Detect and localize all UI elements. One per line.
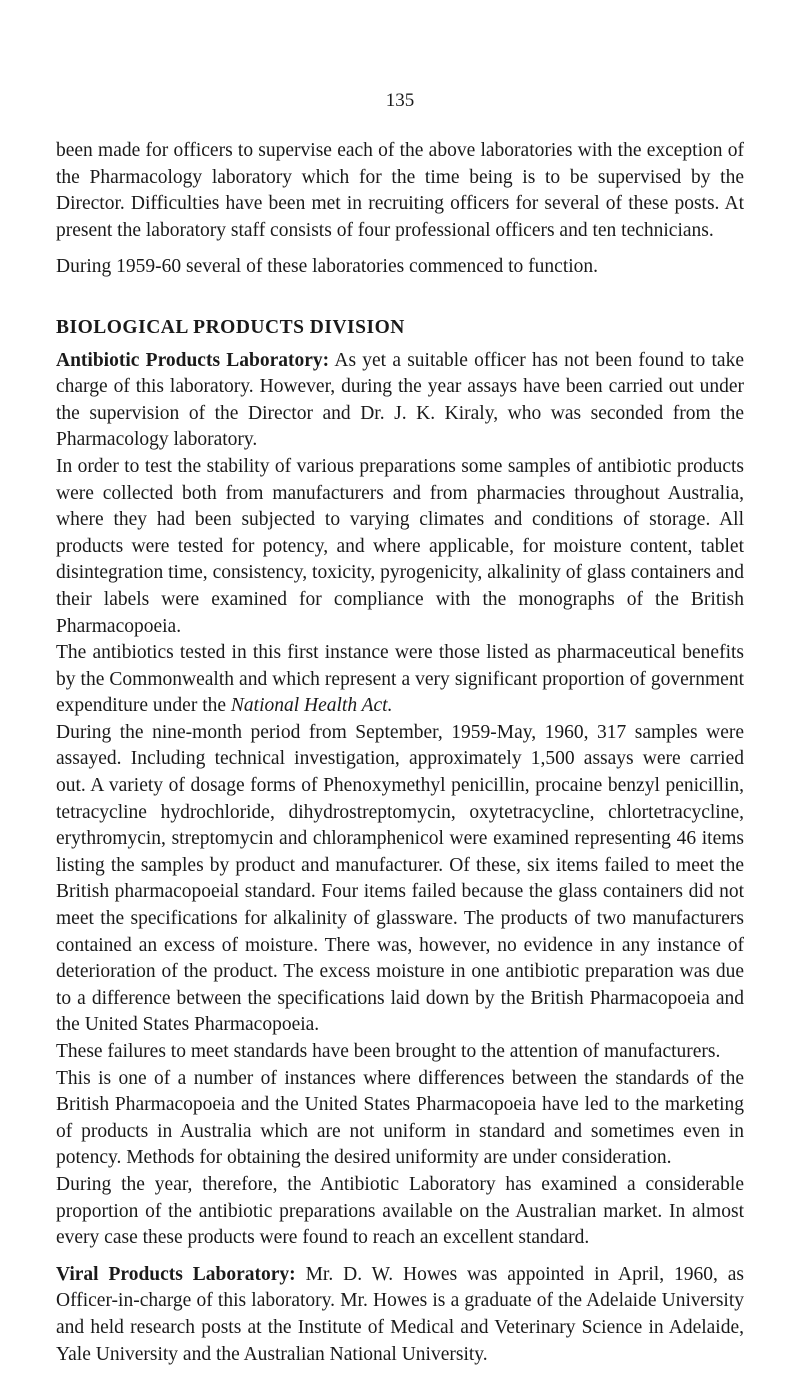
- antibiotic-paragraph-1: [56, 348, 744, 454]
- intro-paragraph: been made for officers to supervise each of the above laboratories with the exception of the Pharmacology laboratory which for the time being is to be supervised by the Director. Difficulties have been met in recruiting officers for several of these posts. At present the laboratory staff consists of four professional officers and ten technicians.: [56, 140, 744, 241]
- antibiotic-paragraph-5: These failures to meet standards have been brought to the attention of manufacturers.: [56, 1041, 721, 1062]
- viral-text: Mr. D. W. Howes was appointed in April, 1960, as Officer-in-charge of this laboratory. Mr. Howes is a graduate of the Adelaide University and held research posts at the Institute of Medical and Veterinary Science in Adelaide, Yale University and the Australian National University.: [56, 1263, 745, 1365]
- intro-paragraph-2: During 1959-60 several of these laboratories commenced to function.: [56, 256, 599, 278]
- antibiotic-paragraph-4: During the nine-month period from September, 1959-May, 1960, 317 samples were assayed. Including technical investigation, approximately 1,500 assays were carried out. A variety of dosage forms of Phenoxymethyl penicillin, procaine benzyl penicillin, tetracycline hydrochloride, dihydrostreptomycin, oxytetracycline, chlortetracycline, erythromycin, streptomycin and chloramphenicol were examined representing 46 items listing the samples by product and manufacturer. Of these, six items failed to meet the British pharmacopoeial standard. Four items failed because the glass containers did not meet the specifications for alkalinity of glassware. The products of two manufacturers contained an excess of moisture. There was, however, no evidence in any instance of deterioration of the product. The excess moisture in one antibiotic preparation was due to a difference between the specifications laid down by the British Pharmacopoeia and the United States Pharmacopoeia.: [56, 721, 744, 1036]
- antibiotic-paragraph-7: During the year, therefore, the Antibiotic Laboratory has examined a considerable proportion of the antibiotic preparations available on the Australian market. In almost every case these products were found to reach an excellent standard.: [56, 1173, 744, 1249]
- antibiotic-text-3: The antibiotics tested in this first instance were those listed as pharmaceutical benefits by the Commonwealth and which represent a very significant proportion of government expenditure under the: [56, 642, 744, 717]
- act-title: National Health Act.: [230, 695, 393, 717]
- section-heading: BIOLOGICAL PRODUCTS DIVISION: [56, 316, 405, 338]
- viral-paragraph: [56, 1262, 744, 1368]
- antibiotic-paragraph-6: This is one of a number of instances where differences between the standards of the British Pharmacopoeia and the United States Pharmacopoeia have led to the marketing of products in Australia which are not uniform in standard and sometimes even in potency. Methods for obtaining the desired uniformity are under consideration.: [56, 1067, 744, 1169]
- body-text: [56, 138, 744, 1368]
- antibiotic-lead: Antibiotic Products Laboratory:: [56, 349, 330, 371]
- antibiotic-paragraph-3: [56, 640, 744, 720]
- antibiotic-text-1: As yet a suitable officer has not been found to take charge of this laboratory. However, during the year assays have been carried out under the supervision of the Director and Dr. J. K. Kiraly, who was seconded from the Pharmacology laboratory.: [56, 349, 744, 451]
- page-number: 135: [385, 90, 415, 111]
- viral-lead: Viral Products Laboratory:: [56, 1263, 296, 1285]
- antibiotic-paragraph-2: In order to test the stability of various preparations some samples of antibiotic products were collected both from manufacturers and from pharmacies throughout Australia, where they had been subjected to varying climates and conditions of storage. All products were tested for potency, and where applicable, for moisture content, tablet disintegration time, consistency, toxicity, pyrogenicity, alkalinity of glass containers and their labels were examined for compliance with the monographs of the British Pharmacopoeia.: [56, 455, 744, 637]
